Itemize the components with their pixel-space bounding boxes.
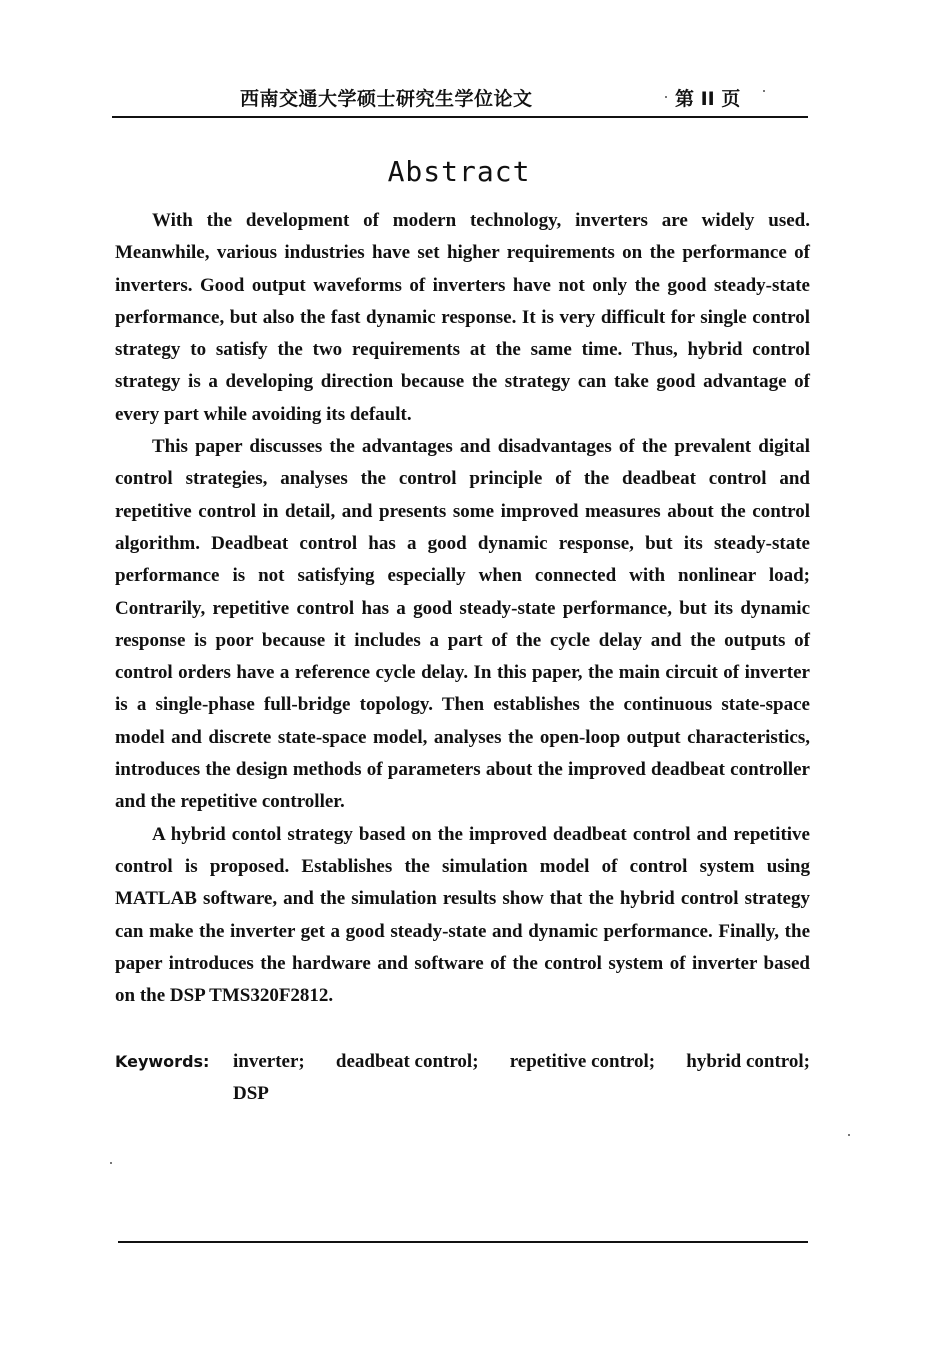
abstract-body bbox=[115, 205, 810, 1012]
abstract-paragraph-2: This paper discusses the advantages and disadvantages of the prevalent digital control strategies, analyses the control principle of the deadbeat control and repetitive control in detail, and presents some improved measures about the control algorithm. Deadbeat control has a good dynamic response, but its steady-state performance is not satisfying especially when connected with nonlinear load; Contrarily, repetitive control has a good steady-state performance, but its dynamic response is poor because it includes a part of the cycle delay and the outputs of control orders have a reference cycle delay. In this paper, the main circuit of inverter is a single-phase full-bridge topology. Then establishes the continuous state-space model and discrete state-space model, analyses the open-loop output characteristics, introduces the design methods of parameters about the improved deadbeat controller and the repetitive controller. bbox=[115, 436, 810, 813]
abstract-paragraph-1: With the development of modern technology, inverters are widely used. Meanwhile, various industries have set higher requirements on the performance of inverters. Good output waveforms of inverters have not only the good steady-state performance, but also the fast dynamic response. It is very difficult for single control strategy to satisfy the two requirements at the same time. Thus, hybrid control strategy is a developing direction because the strategy can take good advantage of every part while avoiding its default. bbox=[115, 210, 810, 425]
header-rule bbox=[112, 116, 808, 118]
scan-speck bbox=[665, 96, 667, 98]
page-number: 第 II 页 bbox=[675, 88, 741, 110]
scan-speck bbox=[110, 1162, 112, 1164]
thesis-header-title: 西南交通大学硕士研究生学位论文 bbox=[240, 88, 533, 110]
abstract-title: Abstract bbox=[387, 155, 531, 188]
footer-rule bbox=[118, 1241, 808, 1243]
abstract-paragraph-3: A hybrid contol strategy based on the improved deadbeat control and repetitive control is proposed. Establishes the simulation model of control system using MATLAB software, and the simulation results show that the hybrid control strategy can make the inverter get a good steady-state and dynamic performance. Finally, the paper introduces the hardware and software of the control system of inverter based on the DSP TMS320F2812. bbox=[115, 823, 810, 1007]
keyword-item: hybrid control; bbox=[686, 1051, 810, 1072]
keyword-item: inverter; bbox=[233, 1051, 305, 1072]
page-header bbox=[112, 84, 808, 114]
keyword-item: repetitive control; bbox=[509, 1051, 656, 1072]
scan-speck bbox=[763, 90, 765, 92]
keyword-item: deadbeat control; bbox=[335, 1051, 479, 1072]
keyword-item: DSP bbox=[233, 1083, 269, 1104]
keywords-label: Keywords: bbox=[115, 1052, 210, 1071]
scan-speck bbox=[848, 1134, 850, 1136]
keywords-list bbox=[233, 1046, 810, 1110]
